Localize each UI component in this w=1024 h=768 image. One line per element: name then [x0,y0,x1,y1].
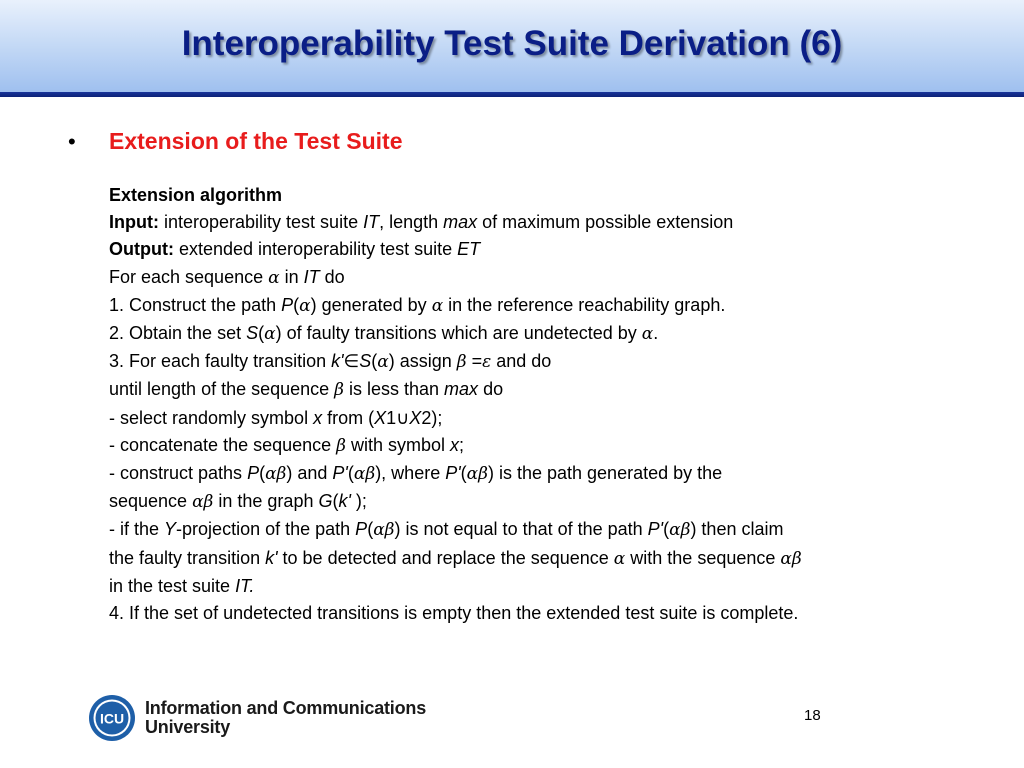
text: 2); [421,407,443,428]
text: IT [363,212,380,233]
symbol: α [377,352,389,373]
text: max [444,379,479,400]
symbol: ∪ [396,407,410,428]
university-name-line2: University [145,717,231,737]
text: ( [460,463,467,484]
bullet-item [68,128,403,155]
text: -projection of the path [176,519,356,540]
symbol: α [431,295,444,316]
university-name [145,699,426,737]
paths-line [109,460,1009,488]
text: ) then claim [690,519,784,540]
text: ( [332,491,339,512]
text: - concatenate the sequence [109,434,337,455]
step-3 [109,348,1009,376]
bullet-dot-icon: • [68,129,76,154]
text: P' [445,463,461,484]
step-4: 4. If the set of undetected transitions is empty then the extended test suite is complete. [109,603,799,624]
text: IT [303,266,320,287]
text: in the test suite [109,575,236,596]
text: is less than [344,379,445,400]
text: - construct paths [109,463,248,484]
text: IT. [235,575,255,596]
text: ); [350,491,367,512]
text: 2. Obtain the set [109,323,247,344]
symbol: αβ [373,520,395,541]
text: P' [647,519,664,540]
text: P [281,294,294,315]
text: ( [347,463,354,484]
text: ( [367,519,374,540]
text: ), where [375,463,446,484]
text: with symbol [346,434,451,455]
algorithm-block [109,182,1009,627]
symbol: αβ [466,464,488,485]
university-name-line1: Information and Communications [145,698,427,718]
test-suite-line [109,573,1009,600]
text: ( [259,463,266,484]
step-1 [109,292,1009,320]
text: - if the [109,519,165,540]
input-label: Input: [109,212,159,233]
text: . [653,323,659,344]
text: of maximum possible extension [477,212,734,233]
output-label: Output: [109,239,174,260]
step-2 [109,320,1009,348]
text: ; [459,434,465,455]
symbol: α [641,324,654,345]
text: in [279,266,304,287]
logo-text: ICU [99,710,125,727]
symbol: ε [482,352,492,373]
text: ) is the path generated by the [487,463,723,484]
symbol: α [299,295,311,316]
text: ) assign [388,351,457,372]
text: k' [265,547,278,568]
text: ( [371,351,378,372]
text: G [318,491,333,512]
text: 1. Construct the path [109,294,282,315]
projection-line [109,516,1009,544]
slide-title: Interoperability Test Suite Derivation (6) [181,24,843,63]
symbol: αβ [669,520,691,541]
text: X [374,407,387,428]
symbol: αβ [265,464,287,485]
text: k' [338,491,351,512]
text: ) of faulty transitions which are undetected by [275,323,642,344]
symbol: αβ [192,492,214,513]
text: x [450,434,460,455]
symbol: α [613,548,626,569]
icu-logo-icon [88,694,136,742]
concat-line [109,432,1009,460]
select-line [109,405,1009,432]
text: For each sequence [109,266,269,287]
text: the faulty transition [109,547,266,568]
text: S [359,351,372,372]
text: do [478,379,504,400]
symbol: ∈ [343,351,360,372]
symbol: β [336,435,346,456]
for-line [109,264,1009,292]
symbol: β [334,380,344,401]
input-line [109,209,1009,236]
bullet-heading: Extension of the Test Suite [109,128,403,154]
text: Y [164,519,177,540]
symbol: β [456,352,467,373]
until-line [109,376,1009,404]
text: in the reference reachability graph. [443,294,726,315]
text: ) is not equal to that of the path [394,519,648,540]
text: ( [663,519,670,540]
symbol: αβ [353,464,376,485]
sequence-line [109,488,1009,516]
symbol: αβ [780,548,802,569]
text: 1 [386,407,397,428]
text: ) generated by [310,294,432,315]
text: P [355,519,368,540]
page-number: 18 [804,707,821,724]
faulty-line [109,545,1009,573]
text: extended interoperability test suite [173,239,458,260]
text: from ( [322,407,375,428]
symbol: α [264,324,276,345]
text: sequence [109,491,193,512]
algorithm-heading: Extension algorithm [109,185,283,205]
text: max [443,212,478,233]
text: x [313,407,323,428]
text: = [466,351,483,372]
text: k' [331,351,344,372]
text: 3. For each faulty transition [109,351,332,372]
text: ( [258,323,265,344]
output-line [109,236,1009,263]
text: P [247,463,260,484]
text: in the graph [213,491,319,512]
text: until length of the sequence [109,379,335,400]
text: , length [379,212,444,233]
text: with the sequence [625,547,781,568]
text: ( [293,294,300,315]
text: P' [332,463,348,484]
text: ET [457,239,481,260]
text: - select randomly symbol [109,407,314,428]
symbol: α [268,267,280,288]
text: interoperability test suite [158,212,364,233]
title-divider [0,92,1024,97]
text: X [409,407,422,428]
text: to be detected and replace the sequence [277,547,614,568]
text: do [319,266,345,287]
text: S [246,323,259,344]
text: ) and [286,463,333,484]
text: and do [491,351,552,372]
